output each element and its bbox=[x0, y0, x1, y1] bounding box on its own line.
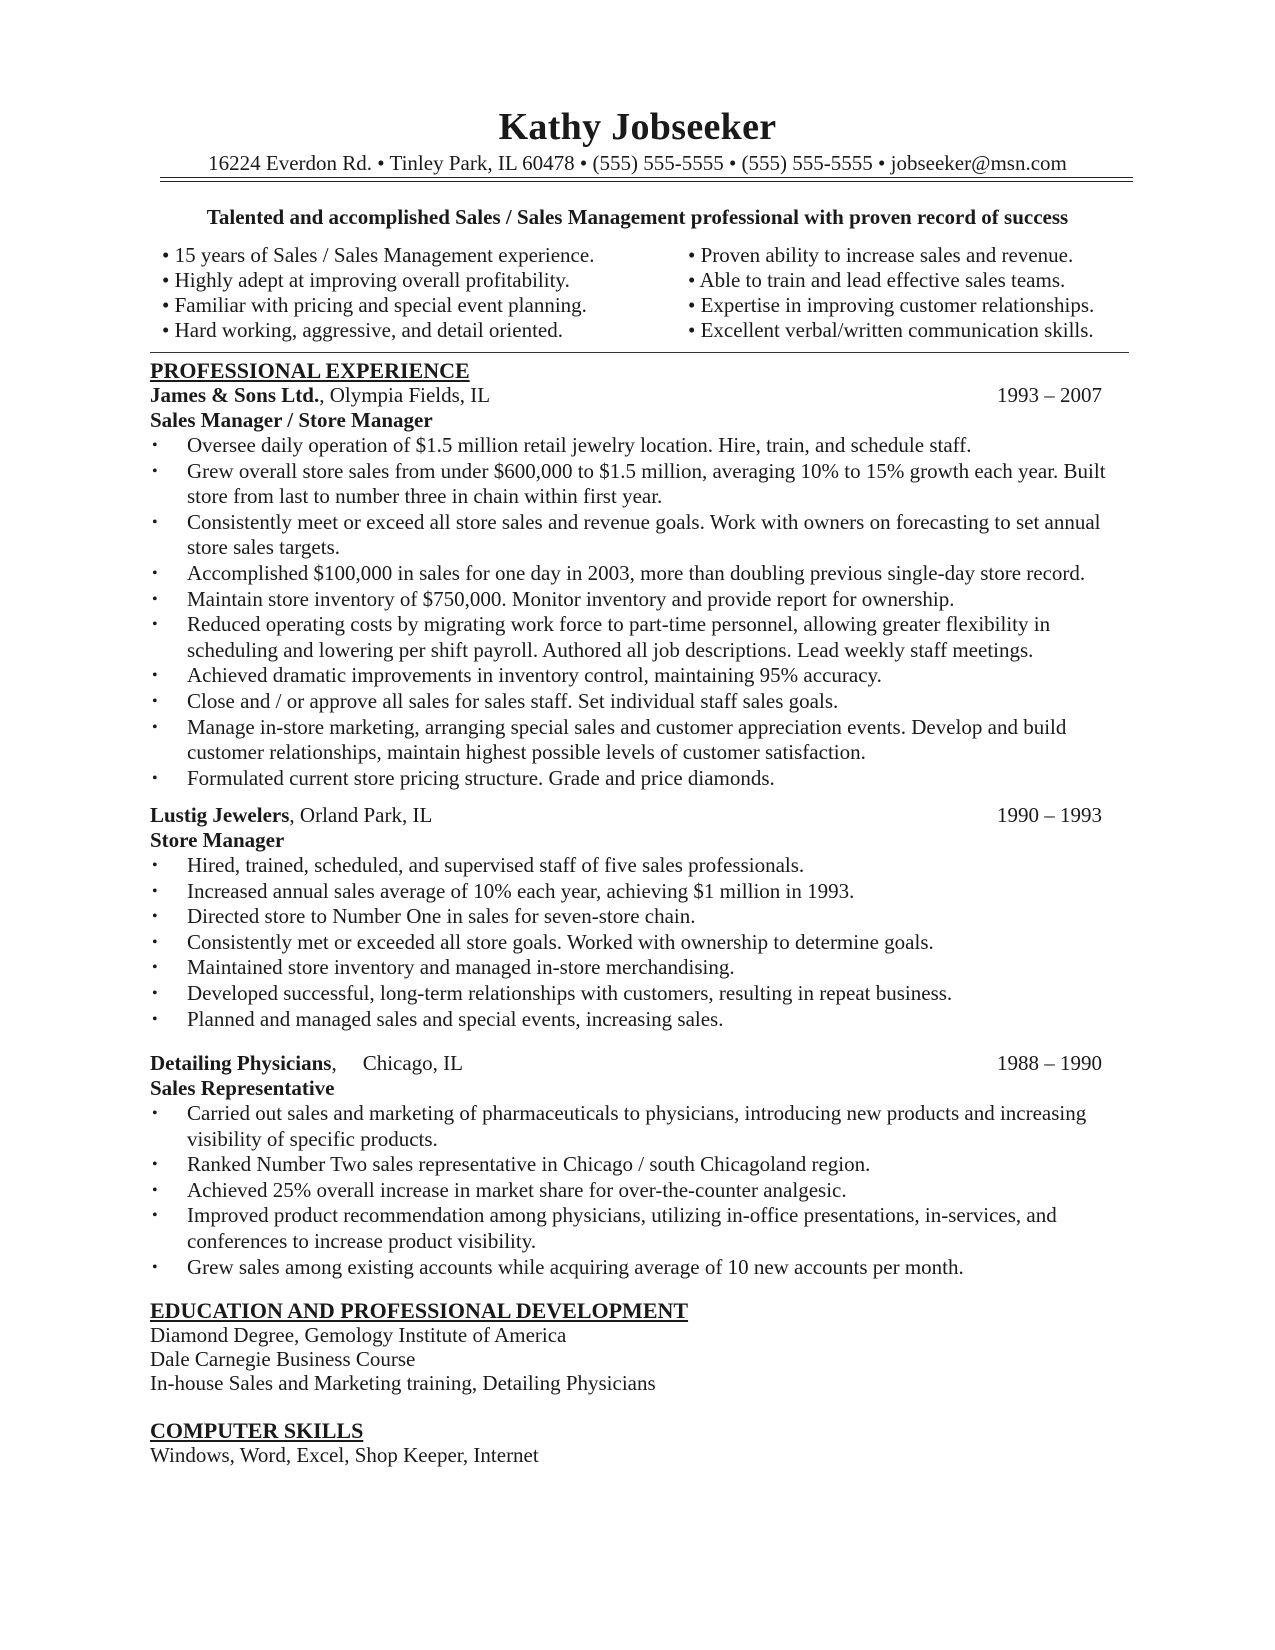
bullet-icon: • bbox=[152, 616, 158, 634]
company-location: , Olympia Fields, IL bbox=[319, 383, 491, 407]
bullet-icon: • bbox=[152, 1258, 158, 1276]
bullet-icon: • bbox=[152, 1010, 158, 1028]
job-title: Store Manager bbox=[150, 828, 285, 852]
job-years: 1993 – 2007 bbox=[997, 383, 1102, 407]
summary-tagline: Talented and accomplished Sales / Sales Management professional with proven record of success bbox=[206, 205, 1069, 229]
bullet-text: Manage in-store marketing, arranging special sales and customer appreciation events. Develop and build customer relationships, maintain highest possible levels of customer satisfaction. bbox=[187, 714, 1067, 765]
bullet-text: Ranked Number Two sales representative in Chicago / south Chicagoland region. bbox=[187, 1152, 871, 1177]
highlight-item: • Hard working, aggressive, and detail oriented. bbox=[162, 318, 563, 342]
skills-heading: COMPUTER SKILLS bbox=[150, 1418, 364, 1443]
header-rule-bottom bbox=[160, 181, 1133, 182]
list-item bbox=[150, 930, 1130, 956]
job-bullets bbox=[150, 853, 1130, 1032]
list-item bbox=[150, 766, 1130, 792]
job-header bbox=[150, 803, 1102, 828]
experience-heading: PROFESSIONAL EXPERIENCE bbox=[150, 358, 470, 383]
bullet-text: Consistently met or exceeded all store goals. Worked with ownership to determine goals. bbox=[187, 929, 934, 954]
list-item bbox=[150, 459, 1130, 510]
list-item bbox=[150, 1255, 1130, 1281]
list-item bbox=[150, 904, 1130, 930]
summary-divider bbox=[150, 352, 1129, 353]
bullet-icon: • bbox=[152, 1207, 158, 1225]
list-item bbox=[150, 955, 1130, 981]
highlight-item: • 15 years of Sales / Sales Management experience. bbox=[162, 243, 595, 267]
bullet-icon: • bbox=[152, 564, 158, 582]
highlight-item: • Highly adept at improving overall profitability. bbox=[162, 268, 570, 292]
job-bullets bbox=[150, 433, 1130, 791]
list-item bbox=[150, 510, 1130, 561]
skills-text: Windows, Word, Excel, Shop Keeper, Internet bbox=[150, 1443, 539, 1467]
bullet-text: Improved product recommendation among physicians, utilizing in-office presentations, in-services, and conferences to increase product visibility. bbox=[187, 1203, 1057, 1253]
bullet-icon: • bbox=[152, 590, 158, 608]
bullet-text: Oversee daily operation of $1.5 million retail jewelry location. Hire, train, and schedule staff. bbox=[187, 433, 972, 457]
job-header bbox=[150, 383, 1102, 408]
list-item bbox=[150, 587, 1130, 613]
list-item bbox=[150, 1152, 1130, 1178]
job-bullets bbox=[150, 1101, 1130, 1280]
contact-line: 16224 Everdon Rd. • Tinley Park, IL 60478 • (555) 555-5555 • (555) 555-5555 • jobseeker@msn.com bbox=[208, 151, 1067, 175]
highlight-item: • Able to train and lead effective sales teams. bbox=[688, 268, 1066, 292]
company-location: , Orland Park, IL bbox=[289, 803, 433, 827]
highlight-item: • Expertise in improving customer relationships. bbox=[688, 293, 1095, 317]
bullet-icon: • bbox=[152, 769, 158, 787]
list-item bbox=[150, 981, 1130, 1007]
list-item bbox=[150, 1203, 1130, 1254]
list-item bbox=[150, 1007, 1130, 1033]
bullet-icon: • bbox=[152, 718, 158, 736]
job-years: 1990 – 1993 bbox=[997, 803, 1102, 827]
job-years: 1988 – 1990 bbox=[997, 1051, 1102, 1075]
bullet-text: Carried out sales and marketing of pharmaceuticals to physicians, introducing new products and increasing visibility of specific products. bbox=[187, 1101, 1087, 1151]
job-title: Sales Representative bbox=[150, 1076, 335, 1100]
bullet-text: Accomplished $100,000 in sales for one day in 2003, more than doubling previous single-day store record. bbox=[187, 560, 1086, 585]
bullet-text: Grew overall store sales from under $600,000 to $1.5 million, averaging 10% to 15% growth each year. Built store from last to number three in chain within first year. bbox=[187, 458, 1106, 509]
bullet-icon: • bbox=[152, 882, 158, 900]
bullet-text: Developed successful, long-term relationships with customers, resulting in repeat business. bbox=[187, 980, 953, 1005]
highlights-right bbox=[688, 243, 1094, 343]
bullet-icon: • bbox=[152, 462, 158, 480]
company-location: , bbox=[331, 1051, 337, 1075]
bullet-text: Maintained store inventory and managed in-store merchandising. bbox=[187, 955, 735, 980]
job-title: Sales Manager / Store Manager bbox=[150, 408, 433, 432]
bullet-text: Planned and managed sales and special events, increasing sales. bbox=[187, 1006, 724, 1031]
bullet-icon: • bbox=[152, 1105, 158, 1122]
highlights-left bbox=[162, 243, 594, 343]
company-name: Detailing Physicians bbox=[150, 1051, 332, 1075]
education-item: In-house Sales and Marketing training, Detailing Physicians bbox=[150, 1371, 656, 1395]
bullet-text: Formulated current store pricing structure. Grade and price diamonds. bbox=[187, 765, 775, 790]
list-item bbox=[150, 879, 1130, 905]
education-item: Diamond Degree, Gemology Institute of America bbox=[150, 1323, 567, 1347]
bullet-text: Directed store to Number One in sales for seven-store chain. bbox=[187, 904, 696, 929]
highlight-item: • Excellent verbal/written communication skills. bbox=[688, 318, 1094, 342]
candidate-name: Kathy Jobseeker bbox=[498, 106, 777, 148]
bullet-text: Consistently meet or exceed all store sales and revenue goals. Work with owners on forecasting to set annual store sales targets. bbox=[187, 509, 1101, 560]
list-item bbox=[150, 689, 1130, 715]
bullet-text: Achieved 25% overall increase in market share for over-the-counter analgesic. bbox=[187, 1177, 847, 1202]
job-header bbox=[150, 1051, 1102, 1076]
bullet-text: Close and / or approve all sales for sales staff. Set individual staff sales goals. bbox=[187, 688, 839, 713]
education-item: Dale Carnegie Business Course bbox=[150, 1347, 416, 1371]
company-city: Chicago, IL bbox=[362, 1051, 463, 1075]
bullet-icon: • bbox=[152, 959, 158, 977]
list-item bbox=[150, 663, 1130, 689]
highlight-item: • Proven ability to increase sales and revenue. bbox=[688, 243, 1074, 267]
list-item bbox=[150, 715, 1130, 766]
bullet-icon: • bbox=[152, 1156, 158, 1174]
bullet-text: Maintain store inventory of $750,000. Monitor inventory and provide report for ownership. bbox=[187, 586, 955, 611]
bullet-icon: • bbox=[152, 1181, 158, 1199]
highlight-item: • Familiar with pricing and special event planning. bbox=[162, 293, 587, 317]
bullet-text: Hired, trained, scheduled, and supervised staff of five sales professionals. bbox=[187, 853, 805, 877]
bullet-text: Reduced operating costs by migrating work force to part-time personnel, allowing greater flexibility in scheduling and lowering per shift payroll. Authored all job descriptions. Lead weekly staff meetings. bbox=[187, 612, 1051, 662]
list-item bbox=[150, 561, 1130, 587]
bullet-icon: • bbox=[152, 908, 158, 926]
bullet-icon: • bbox=[152, 857, 158, 874]
company-name: Lustig Jewelers bbox=[150, 803, 290, 827]
bullet-icon: • bbox=[152, 513, 158, 531]
list-item bbox=[150, 853, 1130, 879]
bullet-icon: • bbox=[152, 692, 158, 710]
list-item bbox=[150, 433, 1130, 459]
company-name: James & Sons Ltd. bbox=[150, 383, 320, 407]
bullet-icon: • bbox=[152, 984, 158, 1002]
bullet-text: Increased annual sales average of 10% each year, achieving $1 million in 1993. bbox=[187, 878, 855, 903]
bullet-icon: • bbox=[152, 437, 158, 454]
list-item bbox=[150, 1101, 1130, 1152]
header-rule-top bbox=[160, 177, 1133, 178]
bullet-text: Achieved dramatic improvements in inventory control, maintaining 95% accuracy. bbox=[187, 663, 882, 688]
bullet-text: Grew sales among existing accounts while acquiring average of 10 new accounts per month. bbox=[187, 1254, 964, 1279]
list-item bbox=[150, 612, 1130, 663]
bullet-icon: • bbox=[152, 933, 158, 951]
bullet-icon: • bbox=[152, 667, 158, 685]
list-item bbox=[150, 1178, 1130, 1204]
education-heading: EDUCATION AND PROFESSIONAL DEVELOPMENT bbox=[150, 1298, 689, 1323]
